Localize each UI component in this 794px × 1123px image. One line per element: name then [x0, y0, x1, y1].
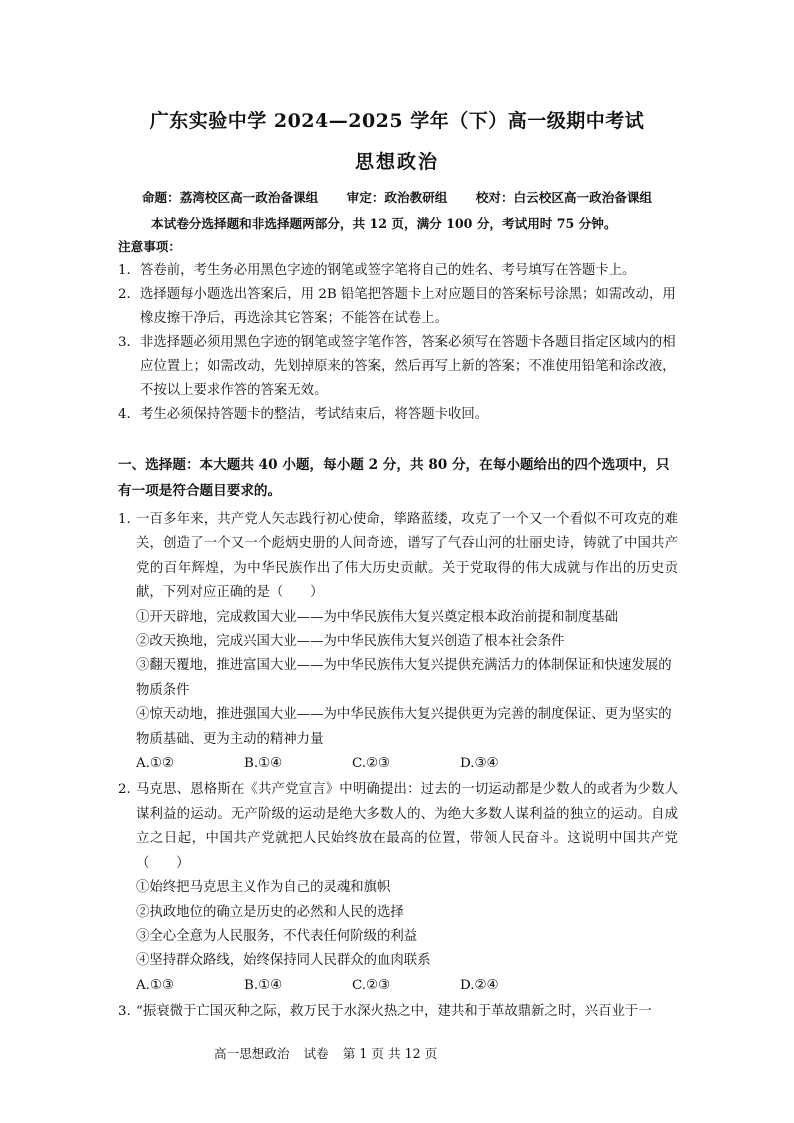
- section-heading: 一、选择题：本大题共 40 小题，每小题 2 分，共 80 分，在每小题给出的四个选项中，只有一项是符合题目要求的。: [118, 457, 670, 499]
- question-option: ②改天换地，完成兴国大业——为中华民族伟大复兴创造了根本社会条件: [136, 634, 565, 650]
- credit-reviewer: 审定：政治教研组: [346, 190, 448, 205]
- question-option: ③全心全意为人民服务，不代表任何阶级的利益: [136, 928, 418, 944]
- question-number: 3.: [118, 1004, 131, 1020]
- footer-page-number: 第 1 页 共 12 页: [342, 1046, 438, 1061]
- answer-choices: [136, 974, 678, 998]
- notes-heading: 注意事项：: [118, 239, 181, 254]
- choice-d: D.③④: [460, 756, 499, 772]
- choice-d: D.②④: [460, 977, 499, 993]
- footer-kind: 试卷: [303, 1046, 329, 1061]
- note-text: 答卷前，考生务必用黑色字迹的钢笔或签字笔将自己的姓名、考号填写在答题卡上。: [140, 263, 636, 278]
- question-1: [118, 508, 678, 776]
- question-number: 2.: [118, 782, 131, 798]
- question-3: [118, 1000, 678, 1024]
- question-option: ②执政地位的确立是历史的必然和人民的选择: [136, 904, 404, 920]
- question-stem: “振衰微于亡国灭种之际，救万民于水深火热之中，建共和于革故鼎新之时，兴百业于一: [136, 1004, 652, 1020]
- question-list: [118, 508, 678, 1025]
- note-text: 考生必须保持答题卡的整洁，考试结束后，将答题卡收回。: [140, 407, 489, 422]
- note-text: 选择题每小题选出答案后，用 2B 铅笔把答题卡上对应题目的答案标号涂黑；如需改动，用橡皮擦干净后，再选涂其它答案；不能答在试卷上。: [140, 287, 676, 326]
- note-item: [118, 283, 678, 331]
- note-number: 3．: [118, 335, 140, 350]
- credit-author: 命题：荔湾校区高一政治备课组: [141, 190, 319, 205]
- choice-b: B.①④: [244, 756, 283, 772]
- question-option: ④坚持群众路线，始终保持同人民群众的血肉联系: [136, 953, 431, 969]
- choice-c: C.②③: [352, 756, 391, 772]
- credits-line: [0, 187, 794, 206]
- question-option: ④惊天动地，推进强国大业——为中华民族伟大复兴提供更为完善的制度保证、更为坚实的物质基础、更为主动的精神力量: [136, 707, 672, 747]
- note-number: 2．: [118, 287, 140, 302]
- question-2: [118, 778, 678, 998]
- question-option: ①开天辟地，完成救国大业——为中华民族伟大复兴奠定根本政治前提和制度基础: [136, 609, 619, 625]
- note-item: [118, 331, 678, 403]
- page-footer: [214, 1043, 447, 1062]
- note-text: 非选择题必须用黑色字迹的钢笔或签字笔作答，答案必须写在答题卡各题目指定区域内的相应位置上；如需改动，先划掉原来的答案，然后再写上新的答案；不准使用铅笔和涂改液，不按以上要求作答的答案无效。: [140, 335, 676, 398]
- choice-a: A.①②: [136, 756, 174, 772]
- subject-title: 思想政治: [354, 151, 439, 173]
- note-number: 4．: [118, 407, 140, 422]
- answer-choices: [136, 752, 678, 776]
- question-number: 1.: [118, 512, 131, 527]
- notes-list: [118, 259, 678, 427]
- exam-title: 广东实验中学 2024—2025 学年（下）高一级期中考试: [149, 110, 645, 132]
- choice-c: C.②③: [352, 977, 391, 993]
- credit-proofreader: 校对：白云校区高一政治备课组: [475, 190, 653, 205]
- note-item: [118, 259, 678, 283]
- question-option: ③翻天覆地，推进富国大业——为中华民族伟大复兴提供充满活力的体制保证和快速发展的物质条件: [136, 658, 672, 698]
- note-number: 1．: [118, 263, 140, 278]
- question-stem: 一百多年来，共产党人矢志践行初心使命，筚路蓝缕，攻克了一个又一个看似不可攻克的难关，创造了一个又一个彪炳史册的人间奇迹，谱写了气吞山河的壮丽史诗，铸就了中国共产党的百年辉煌，为中华民族作出了伟大历史贡献。关于党取得的伟大成就与作出的历史贡献，下列对应正确的是（ ）: [136, 512, 678, 601]
- question-option: ①始终把马克思主义作为自己的灵魂和旗帜: [136, 880, 391, 896]
- note-item: [118, 403, 678, 427]
- exam-intro: 本试卷分选择题和非选择题两部分，共 12 页，满分 100 分，考试用时 75 分钟。: [151, 216, 617, 231]
- question-stem: 马克思、恩格斯在《共产党宣言》中明确提出：过去的一切运动都是少数人的或者为少数人谋利益的运动。无产阶级的运动是绝大多数人的、为绝大多数人谋利益的独立的运动。自成立之日起，中国共产党就把人民始终放在最高的位置，带领人民奋斗。这说明中国共产党（ ）: [136, 782, 678, 871]
- footer-subject: 高一思想政治: [214, 1046, 290, 1061]
- choice-a: A.①③: [136, 977, 174, 993]
- choice-b: B.①④: [244, 977, 283, 993]
